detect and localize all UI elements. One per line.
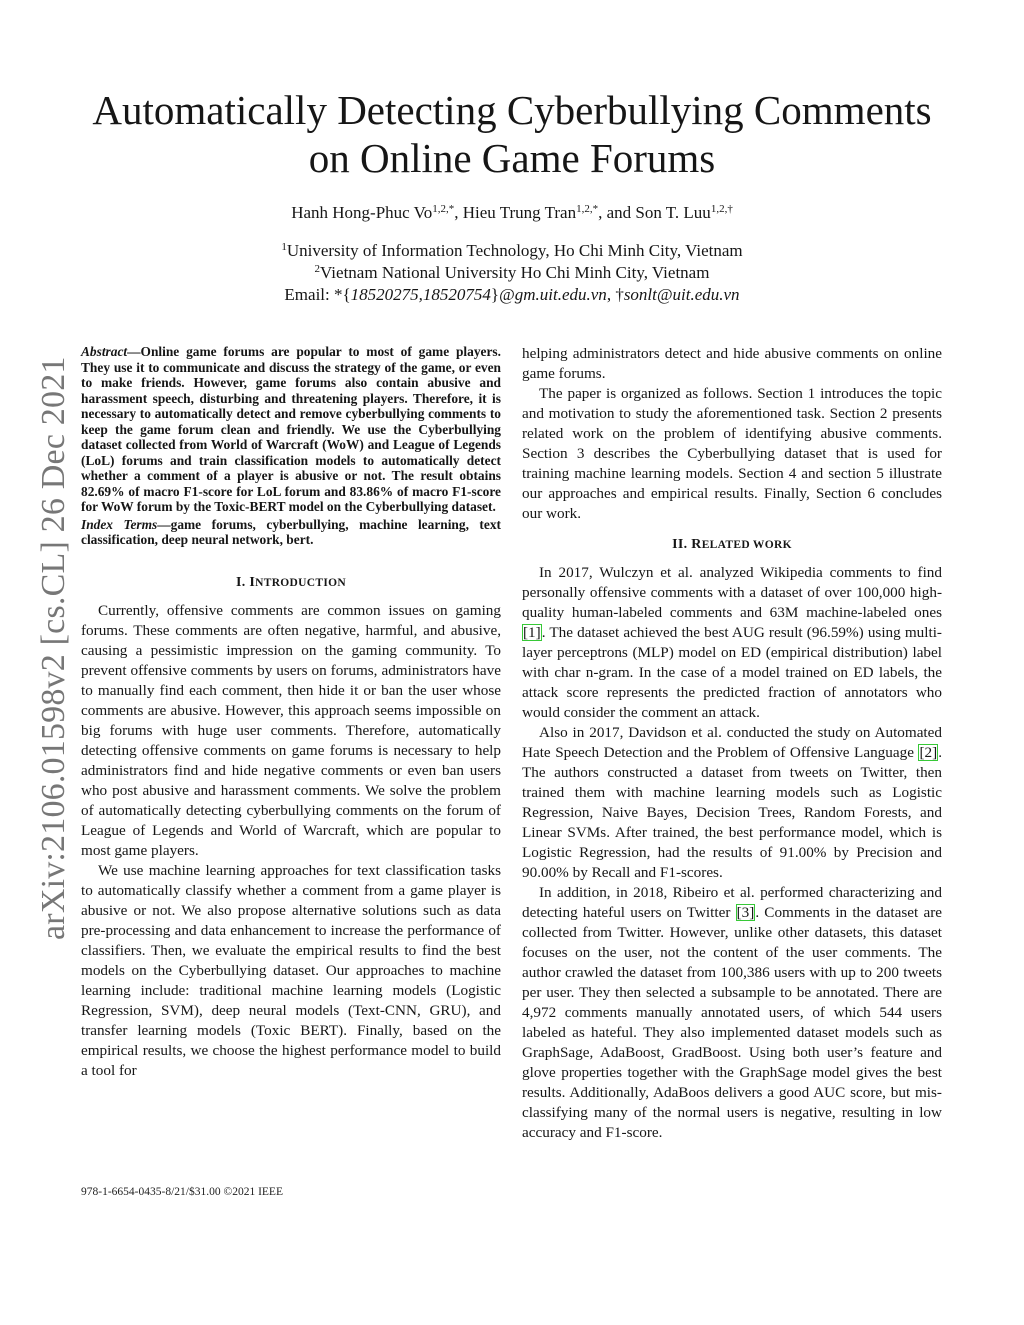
abstract xyxy=(81,344,501,515)
email-prefix: Email: *{ xyxy=(284,285,351,304)
left-column xyxy=(81,344,501,1081)
title-line-2: on Online Game Forums xyxy=(308,135,716,181)
intro-paragraph-3: The paper is organized as follows. Section 1 introduces the topic and motivation to study the aforementioned task. Section 2 presents related work on the problem of identifying abusive comments. Section 3 describes the Cyberbullying dataset that is used for training machine learning models. Section 4 and section 5 illustrate our approaches and empirical results. Finally, Section 6 concludes our work. xyxy=(522,385,942,522)
paragraph-text: Also in 2017, Davidson et al. conducted the study on Automated Hate Speech Detection and the Problem of Offensive Language xyxy=(522,724,942,761)
section-heading-rest: NTRODUCTION xyxy=(255,576,346,589)
author-list xyxy=(120,202,904,224)
abstract-text: —Online game forums are popular to most of game players. They use it to communicate and discuss the strategy of the game, or even to make friends. However, game forums also contain abusive and harassment speech, disturbing and threatening players. Therefore, it is necessary to automatically detect and remove cyberbullying comments to keep the game forum clean and friendly. We use the Cyberbullying dataset collected from World of Warcraft (WoW) and League of Legends (LoL) forums and train classification models to automatically detect whether a comment of a player is abusive or not. The result obtains 82.69% of macro F1-score for LoL forum and 83.86% of macro F1-score for WoW forum by the Toxic-BERT model on the Cyberbullying dataset. xyxy=(81,344,501,514)
section-heading-rest: WORK xyxy=(752,539,792,551)
author-name: Son T. Luu xyxy=(635,203,711,222)
citation-link[interactable]: [3] xyxy=(736,904,755,921)
citation-link[interactable]: [2] xyxy=(919,744,938,761)
affiliation-2 xyxy=(120,262,904,284)
title-line-1: Automatically Detecting Cyberbullying Comments xyxy=(92,87,932,133)
affiliation-1 xyxy=(120,240,904,262)
author-name: Hanh Hong-Phuc Vo xyxy=(291,203,433,222)
author-separator: , and xyxy=(598,203,636,222)
section-heading-initial: I xyxy=(249,574,256,590)
paper-title xyxy=(80,86,944,182)
section-numeral: II. xyxy=(672,537,692,552)
email-address: sonlt@uit.edu.vn xyxy=(623,285,740,304)
paragraph-text: . The authors constructed a dataset from tweets on Twitter, then trained them with machine learning models such as Logistic Regression, Naive Bayes, Decision Trees, Random Forests, and Linear SVMs. After trained, the best performance model, which is Logistic Regression, had the results of 91.00% by Precision and 90.00% by Recall and F1-scores. xyxy=(522,744,942,881)
email-separator: , † xyxy=(606,285,624,304)
intro-paragraph-2-continued: helping administrators detect and hide abusive comments on online game forums. xyxy=(522,345,942,382)
affiliation-text: University of Information Technology, Ho Chi Minh City, Vietnam xyxy=(286,241,743,260)
email-ids: 18520275,18520754 xyxy=(350,285,491,304)
intro-paragraph-2: We use machine learning approaches for text classification tasks to automatically classify whether a comment from a game player is abusive or not. We also propose alternative solutions such as data pre-processing and data enhancement to increase the performance of classifiers. Then, we evaluate the empirical results to find the best models on the Cyberbullying dataset. Our approaches to machine learning include: traditional machine learning models (Logistic Regression, SVM), deep neural models (Text-CNN, GRU), and transfer learning models (Toxic BERT). Finally, based on the empirical results, we choose the highest performance model to build a tool for xyxy=(81,861,501,1079)
related-paragraph-2 xyxy=(522,723,942,883)
affiliation-mark: 1 xyxy=(281,241,287,253)
index-terms xyxy=(81,517,501,548)
abstract-label: Abstract xyxy=(81,344,128,359)
paragraph-text: In addition, in 2018, Ribeiro et al. performed characterizing and detecting hateful users on Twitter xyxy=(522,884,942,921)
affiliation-mark: 2 xyxy=(314,263,321,275)
section-heading-related-work xyxy=(522,535,942,555)
related-paragraph-1 xyxy=(522,563,942,723)
affiliation-text: Vietnam National University Ho Chi Minh City, Vietnam xyxy=(320,263,710,282)
paragraph-text: . Comments in the dataset are collected from Twitter. However, unlike other datasets, this dataset focuses on the user, not the content of the user comments. The author crawled the dataset from 100,386 users with up to 200 tweets per user. They then selected a subsample to be annotated. There are 4,972 comments manually annotated users, of which 544 users labeled as hateful. They also implemented dataset models such as GraphSage, AdaBoost, GradBoost. Using both user’s feature and glove properties together with the GraphSage model gives the best results. Additionally, AdaBoos delivers a good AUC score, but mis-classifying many of the normal users is negative, resulting in low accuracy and F1-score. xyxy=(522,904,942,1141)
index-terms-text: —game forums, cyberbullying, machine learning, text classification, deep neural network, bert. xyxy=(81,516,501,547)
copyright-footer: 978-1-6654-0435-8/21/$31.00 ©2021 IEEE xyxy=(81,1186,283,1198)
section-heading-initial: R xyxy=(691,537,702,552)
intro-paragraph-1: Currently, offensive comments are common issues on gaming forums. These comments are often negative, harmful, and abusive, causing a pessimistic impression on the gaming community. To prevent offensive comments by users on forums, administrators have to manually find each comment, then hide it or ban the user whose comments are abusive. However, this approach seems impossible on big forums with huge user comments. Therefore, automatically detecting offensive comments on game forums is necessary to help administrators find and hide negative comments or even ban users who post abusive and harassment comments. We solve the problem of automatically detecting cyberbullying comments on the forum of League of Legends and World of Warcraft, which are popular to most game players. xyxy=(81,601,501,859)
email-domain: gm.uit.edu.vn xyxy=(514,285,607,304)
right-column xyxy=(522,344,942,1143)
citation-link[interactable]: [1] xyxy=(523,624,541,641)
author-name: Hieu Trung Tran xyxy=(462,203,577,222)
author-affiliation-mark: 1,2,* xyxy=(576,203,599,215)
paragraph-text: . The dataset achieved the best AUG result (96.59%) using multi-layer perceptrons (MLP) model on ED (empirical distribution) label with char n-gram. In the case of a model trained on ED labels, the attack score represents the predicted fraction of annotators who would consider the comment an attack. xyxy=(522,624,942,721)
author-affiliation-mark: 1,2,* xyxy=(432,203,455,215)
section-heading-introduction xyxy=(81,573,501,593)
paragraph-text: In 2017, Wulczyn et al. analyzed Wikipedia comments to find personally offensive comments with a dataset of over 100,000 high-quality human-labeled comments and 63M machine-labeled ones xyxy=(522,564,942,621)
affiliations xyxy=(120,240,904,306)
index-terms-label: Index Terms xyxy=(81,516,158,532)
arxiv-identifier-stamp: arXiv:2106.01598v2 [cs.CL] 26 Dec 2021 xyxy=(35,356,72,940)
email-separator: }@ xyxy=(490,285,515,304)
section-numeral: I. xyxy=(236,574,250,590)
email-line xyxy=(120,284,904,306)
related-paragraph-3 xyxy=(522,883,942,1143)
author-affiliation-mark: 1,2,† xyxy=(710,203,733,215)
author-separator: , xyxy=(454,203,463,222)
section-heading-rest: ELATED xyxy=(701,539,753,551)
